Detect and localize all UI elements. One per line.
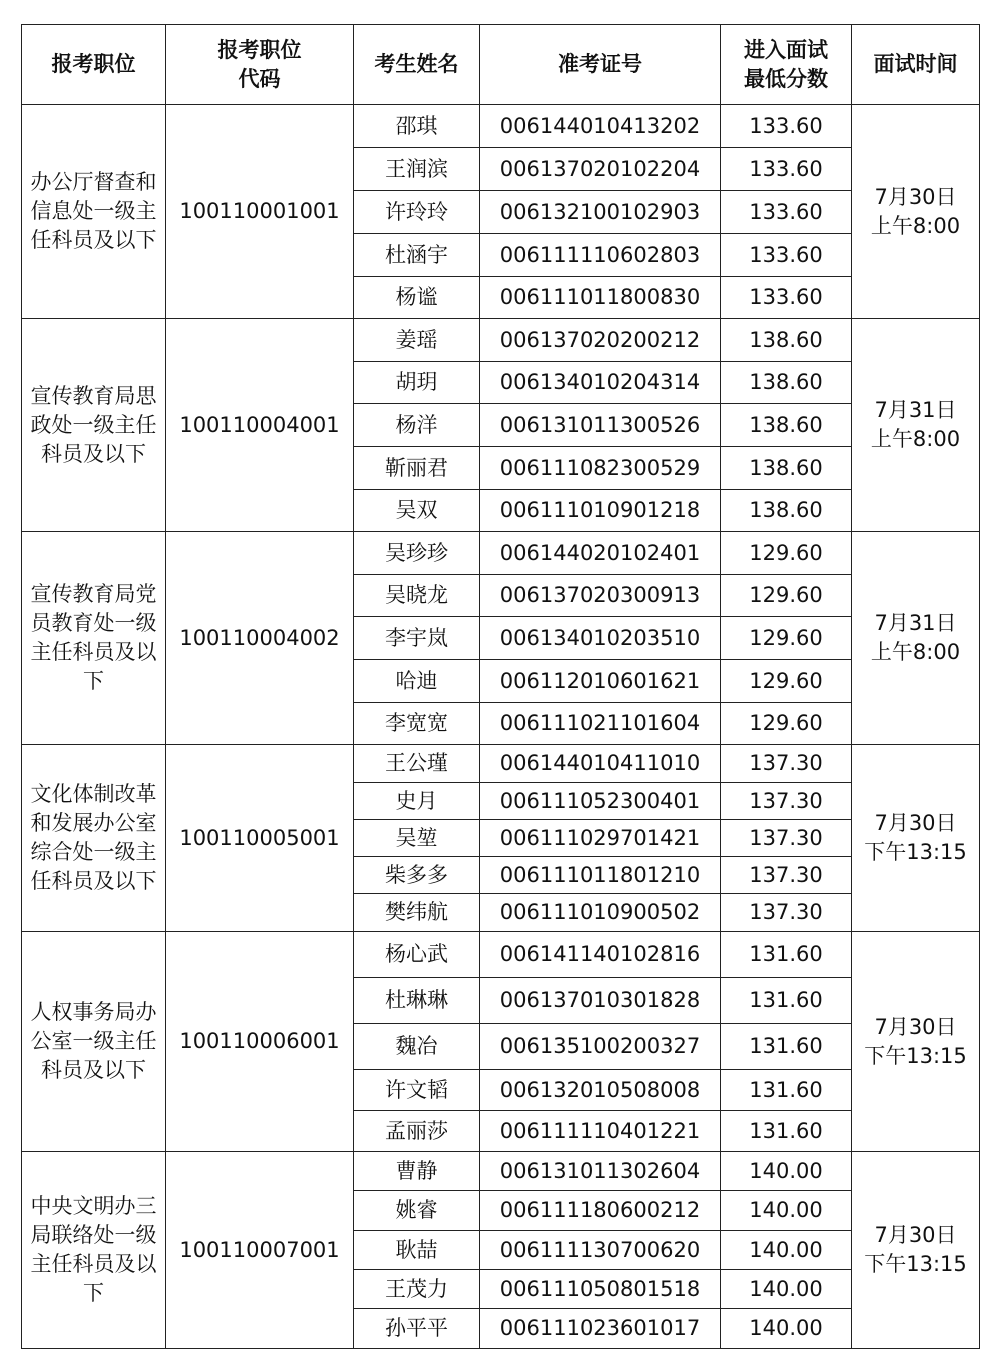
candidate-name-cell: 王茂力 <box>354 1270 480 1309</box>
candidate-name-cell: 樊纬航 <box>354 894 480 932</box>
exam-number-cell: 006111021101604 <box>480 703 721 745</box>
min-score-cell: 131.60 <box>721 1111 852 1152</box>
candidate-name-cell: 邵琪 <box>354 105 480 148</box>
min-score-cell: 138.60 <box>721 319 852 362</box>
exam-number-cell: 006144010411010 <box>480 745 721 783</box>
min-score-cell: 131.60 <box>721 932 852 978</box>
candidate-name-cell: 吴双 <box>354 490 480 532</box>
table-row <box>22 319 980 362</box>
candidate-name-cell: 曹静 <box>354 1152 480 1191</box>
exam-number-cell: 006112010601621 <box>480 660 721 703</box>
exam-number-cell: 006137020200212 <box>480 319 721 362</box>
position-cell: 文化体制改革和发展办公室综合处一级主任科员及以下 <box>22 745 166 932</box>
exam-number-cell: 006111029701421 <box>480 820 721 857</box>
candidate-name-cell: 杜涵宇 <box>354 234 480 277</box>
min-score-cell: 140.00 <box>721 1152 852 1191</box>
min-score-cell: 131.60 <box>721 978 852 1024</box>
min-score-cell: 137.30 <box>721 857 852 894</box>
interview-time-cell: 7月30日 下午13:15 <box>852 745 980 932</box>
min-score-cell: 129.60 <box>721 532 852 575</box>
min-score-cell: 131.60 <box>721 1070 852 1111</box>
interview-time-cell: 7月30日 下午13:15 <box>852 932 980 1152</box>
candidate-name-cell: 哈迪 <box>354 660 480 703</box>
candidate-name-cell: 吴珍珍 <box>354 532 480 575</box>
exam-number-cell: 006131011300526 <box>480 404 721 447</box>
candidate-name-cell: 耿喆 <box>354 1231 480 1270</box>
min-score-cell: 140.00 <box>721 1270 852 1309</box>
exam-number-cell: 006137010301828 <box>480 978 721 1024</box>
exam-number-cell: 006132100102903 <box>480 191 721 234</box>
interview-time-cell: 7月31日 上午8:00 <box>852 532 980 745</box>
candidate-name-cell: 魏冶 <box>354 1024 480 1070</box>
min-score-cell: 133.60 <box>721 105 852 148</box>
exam-number-cell: 006137020102204 <box>480 148 721 191</box>
table-row <box>22 932 980 978</box>
exam-number-cell: 006111010901218 <box>480 490 721 532</box>
header-position-code: 报考职位 代码 <box>166 25 354 105</box>
exam-number-cell: 006132010508008 <box>480 1070 721 1111</box>
exam-number-cell: 006111110401221 <box>480 1111 721 1152</box>
exam-number-cell: 006144010413202 <box>480 105 721 148</box>
header-position: 报考职位 <box>22 25 166 105</box>
candidate-name-cell: 李宽宽 <box>354 703 480 745</box>
interview-time-cell: 7月31日 上午8:00 <box>852 319 980 532</box>
position-code-cell: 100110007001 <box>166 1152 354 1349</box>
min-score-cell: 137.30 <box>721 783 852 820</box>
exam-number-cell: 006111082300529 <box>480 447 721 490</box>
min-score-cell: 131.60 <box>721 1024 852 1070</box>
min-score-cell: 133.60 <box>721 148 852 191</box>
position-cell: 宣传教育局思政处一级主任科员及以下 <box>22 319 166 532</box>
min-score-cell: 138.60 <box>721 404 852 447</box>
min-score-cell: 137.30 <box>721 894 852 932</box>
candidate-name-cell: 柴多多 <box>354 857 480 894</box>
exam-number-cell: 006111180600212 <box>480 1191 721 1231</box>
candidate-name-cell: 王公瑾 <box>354 745 480 783</box>
candidate-name-cell: 史月 <box>354 783 480 820</box>
position-code-cell: 100110005001 <box>166 745 354 932</box>
header-interview-time: 面试时间 <box>852 25 980 105</box>
min-score-cell: 138.60 <box>721 490 852 532</box>
header-row <box>22 25 980 105</box>
min-score-cell: 129.60 <box>721 660 852 703</box>
exam-number-cell: 006134010204314 <box>480 362 721 404</box>
candidate-name-cell: 靳丽君 <box>354 447 480 490</box>
table-row <box>22 532 980 575</box>
candidate-name-cell: 王润滨 <box>354 148 480 191</box>
table-row <box>22 105 980 148</box>
candidate-name-cell: 杨洋 <box>354 404 480 447</box>
min-score-cell: 137.30 <box>721 745 852 783</box>
position-code-cell: 100110004002 <box>166 532 354 745</box>
candidate-name-cell: 孟丽莎 <box>354 1111 480 1152</box>
exam-number-cell: 006111011801210 <box>480 857 721 894</box>
min-score-cell: 133.60 <box>721 191 852 234</box>
header-candidate-name: 考生姓名 <box>354 25 480 105</box>
exam-number-cell: 006144020102401 <box>480 532 721 575</box>
exam-number-cell: 006111010900502 <box>480 894 721 932</box>
candidate-name-cell: 许玲玲 <box>354 191 480 234</box>
min-score-cell: 138.60 <box>721 362 852 404</box>
position-cell: 宣传教育局党员教育处一级主任科员及以下 <box>22 532 166 745</box>
exam-number-cell: 006111052300401 <box>480 783 721 820</box>
exam-number-cell: 006135100200327 <box>480 1024 721 1070</box>
min-score-cell: 129.60 <box>721 575 852 617</box>
exam-number-cell: 006137020300913 <box>480 575 721 617</box>
min-score-cell: 133.60 <box>721 234 852 277</box>
position-cell: 人权事务局办公室一级主任科员及以下 <box>22 932 166 1152</box>
exam-number-cell: 006111130700620 <box>480 1231 721 1270</box>
min-score-cell: 129.60 <box>721 617 852 660</box>
table-row <box>22 745 980 783</box>
exam-number-cell: 006111110602803 <box>480 234 721 277</box>
interview-list-table <box>21 24 980 1349</box>
min-score-cell: 140.00 <box>721 1191 852 1231</box>
exam-number-cell: 006111050801518 <box>480 1270 721 1309</box>
exam-number-cell: 006111011800830 <box>480 277 721 319</box>
table-row <box>22 1152 980 1191</box>
header-exam-number: 准考证号 <box>480 25 721 105</box>
candidate-name-cell: 吴晓龙 <box>354 575 480 617</box>
min-score-cell: 138.60 <box>721 447 852 490</box>
exam-number-cell: 006131011302604 <box>480 1152 721 1191</box>
header-min-score: 进入面试 最低分数 <box>721 25 852 105</box>
position-cell: 办公厅督查和信息处一级主任科员及以下 <box>22 105 166 319</box>
interview-time-cell: 7月30日 上午8:00 <box>852 105 980 319</box>
candidate-name-cell: 胡玥 <box>354 362 480 404</box>
min-score-cell: 140.00 <box>721 1231 852 1270</box>
min-score-cell: 129.60 <box>721 703 852 745</box>
min-score-cell: 133.60 <box>721 277 852 319</box>
position-code-cell: 100110004001 <box>166 319 354 532</box>
candidate-name-cell: 杨谧 <box>354 277 480 319</box>
candidate-name-cell: 杜琳琳 <box>354 978 480 1024</box>
position-cell: 中央文明办三局联络处一级主任科员及以下 <box>22 1152 166 1349</box>
candidate-name-cell: 姜瑶 <box>354 319 480 362</box>
candidate-name-cell: 吴堃 <box>354 820 480 857</box>
min-score-cell: 137.30 <box>721 820 852 857</box>
exam-number-cell: 006111023601017 <box>480 1309 721 1349</box>
position-code-cell: 100110006001 <box>166 932 354 1152</box>
candidate-name-cell: 孙平平 <box>354 1309 480 1349</box>
exam-number-cell: 006141140102816 <box>480 932 721 978</box>
position-code-cell: 100110001001 <box>166 105 354 319</box>
exam-number-cell: 006134010203510 <box>480 617 721 660</box>
interview-time-cell: 7月30日 下午13:15 <box>852 1152 980 1349</box>
min-score-cell: 140.00 <box>721 1309 852 1349</box>
candidate-name-cell: 姚睿 <box>354 1191 480 1231</box>
candidate-name-cell: 许文韬 <box>354 1070 480 1111</box>
candidate-name-cell: 李宇岚 <box>354 617 480 660</box>
candidate-name-cell: 杨心武 <box>354 932 480 978</box>
